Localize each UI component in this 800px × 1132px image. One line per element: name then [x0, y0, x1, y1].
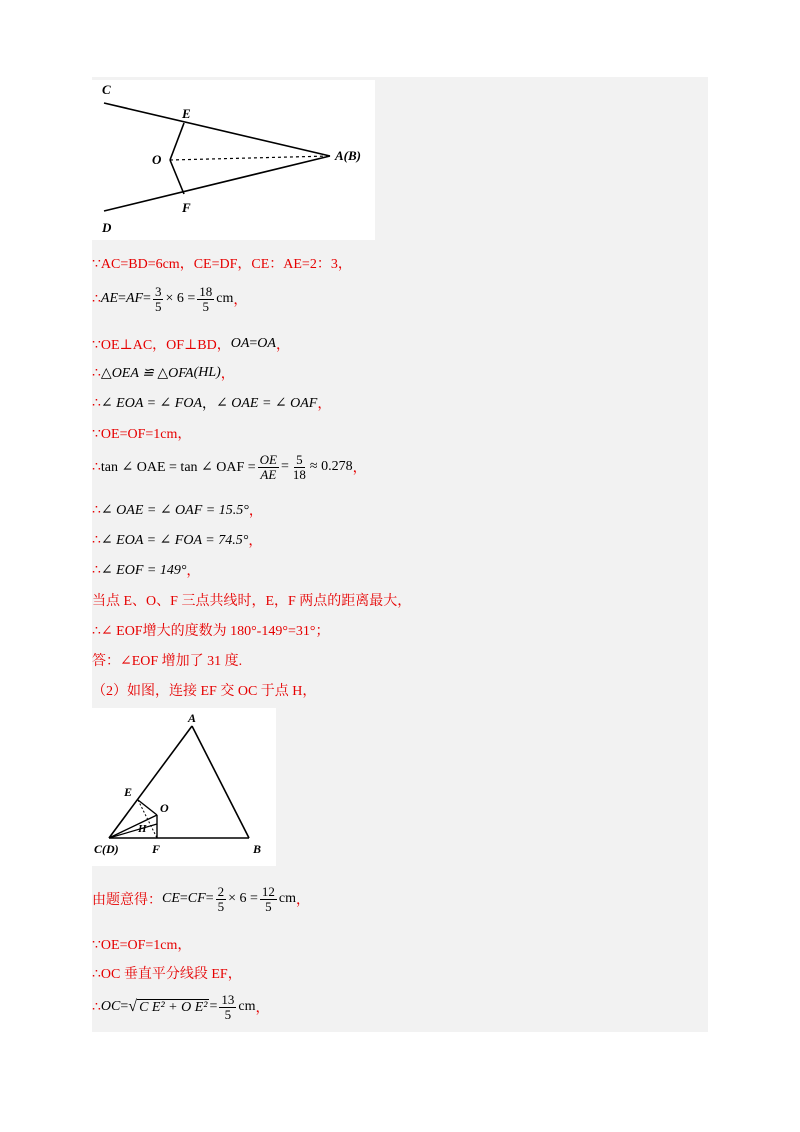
label-H: H [138, 823, 147, 835]
fraction: $\frac{13}{5}$ [221, 992, 235, 1022]
label-O: O [160, 801, 169, 815]
line-14: （2）如图，连接 EF 交 OC 于点 H， [92, 684, 317, 699]
line-2: ∴ AE = AF = $\frac{3}{5}$ × 6 = $\frac{18}{5}$ cm ， [92, 284, 248, 314]
line-9: ∴ ∠ EOA = ∠ FOA = 74.5° ， [92, 532, 263, 549]
label-A: A [188, 711, 197, 725]
label-F: F [152, 842, 161, 856]
fraction: $\frac{3}{5}$ [154, 284, 162, 314]
fraction: $\frac{2}{5}$ [217, 884, 225, 914]
fraction: $\frac{5}{18}$ [292, 452, 306, 482]
label-O: O [152, 152, 162, 167]
line-16: ∵OE=OF=1cm， [92, 938, 192, 953]
figure-1-diagram [92, 80, 375, 240]
fraction: $\frac{12}{5}$ [261, 884, 275, 914]
label-F: F [182, 200, 191, 215]
label-B: B [253, 842, 262, 856]
line-5: ∴ ∠ EOA = ∠ FOA ， ∠ OAE = ∠ OAF ， [92, 395, 332, 412]
line-15: 由题意得： CE = CF = $\frac{2}{5}$ × 6 = $\frac{12}{5}$ cm ， [92, 884, 310, 914]
fraction: $\frac{OE}{AE}$ [259, 452, 278, 482]
line-6: ∵OE=OF=1cm， [92, 427, 192, 442]
line-17: ∴OC 垂直平分线段 EF， [92, 967, 242, 982]
line-4: ∴ △OEA ≌ △OFA (HL) ， [92, 365, 235, 382]
line-3: ∵OE⊥AC，OF⊥BD， OA = OA ， [92, 336, 290, 353]
line-12: ∴∠ EOF增大的度数为 180°-149°=31°； [92, 624, 330, 639]
line-18: ∴ OC = √ C E² + O E² = $\frac{13}{5}$ cm ， [92, 992, 270, 1022]
line-7: ∴ tan ∠ OAE = tan ∠ OAF = $\frac{OE}{AE}$ = $\frac{5}{18}$ ≈ 0.278 ， [92, 452, 367, 482]
line-1: ∵AC=BD=6cm，CE=DF，CE：AE=2：3， [92, 257, 352, 272]
label-E: E [124, 785, 133, 799]
sqrt-sign: √ [128, 998, 138, 1016]
line-11: 当点 E、O、F 三点共线时，E，F 两点的距离最大， [92, 594, 412, 609]
label-D: D [102, 220, 112, 235]
line-10: ∴ ∠ EOF = 149° ， [92, 562, 201, 579]
line-8: ∴ ∠ OAE = ∠ OAF = 15.5° ， [92, 502, 263, 519]
label-C: C(D) [94, 842, 119, 856]
label-C: C [102, 82, 111, 97]
figure-2-diagram [92, 708, 276, 866]
line-13: 答：∠EOF 增加了 31 度. [92, 654, 243, 669]
label-E: E [182, 106, 191, 121]
figure-2 [92, 708, 276, 866]
fraction: $\frac{18}{5}$ [199, 284, 213, 314]
figure-1 [92, 80, 375, 240]
label-A: A(B) [335, 148, 361, 163]
